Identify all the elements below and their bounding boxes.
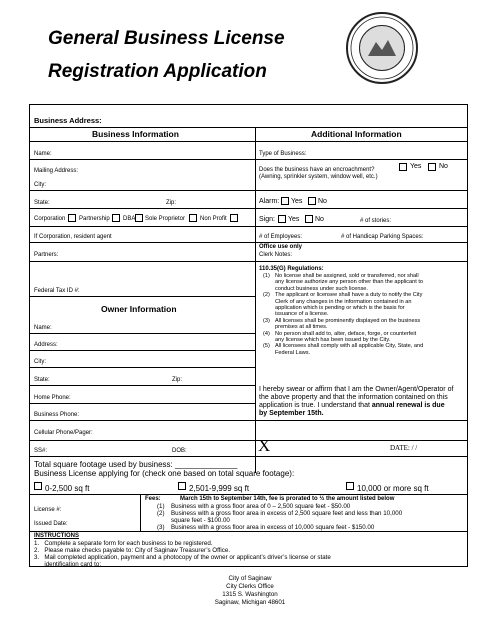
regulation-text: issuance of a license. [275, 311, 329, 318]
owner-info-header: Owner Information [101, 304, 177, 314]
sign-yes-label: Yes [288, 216, 300, 223]
owner-name-label: Name: [34, 325, 52, 331]
alarm-no-checkbox[interactable] [308, 197, 316, 205]
issued-date-label: Issued Date: [34, 521, 68, 527]
regulation-text: any license which has been issued by the City. [275, 337, 391, 344]
corporation-checkbox[interactable] [68, 214, 76, 222]
address-line: City Clerks Office [226, 583, 274, 590]
state-label: State: [34, 200, 50, 206]
zip-label: Zip: [166, 200, 177, 206]
regulation-text: any license authorize any person other than the applicant to [275, 279, 424, 286]
regulation-item [263, 331, 463, 344]
sign-no-checkbox[interactable] [305, 215, 313, 223]
option-small-checkbox[interactable] [34, 482, 42, 490]
square-footage-line: Total square footage used by business: ______________ [34, 460, 238, 469]
business-info-header: Business Information [92, 129, 179, 139]
corporation-label: Corporation [34, 216, 66, 222]
cellular-phone-label: Cellular Phone/Pager: [34, 430, 93, 436]
owner-city-label: City: [34, 359, 46, 365]
dob-label: DOB: [172, 448, 187, 454]
regulation-number: (1) [263, 273, 270, 279]
regulations-title: 110.35(G) Regulations: [259, 266, 324, 272]
sole-proprietor-checkbox[interactable] [189, 214, 197, 222]
owner-zip-label: Zip: [172, 377, 183, 383]
alarm-yes-checkbox[interactable] [281, 197, 289, 205]
sign-no-label: No [315, 216, 324, 223]
regulation-item [263, 343, 463, 356]
regulation-item [263, 318, 463, 331]
affirm-line3: application is true. I understand that annual renewal is due [259, 402, 445, 409]
regulation-text: The applicant or licensee shall have a duty to notify the City [275, 292, 423, 299]
type-of-business-label: Type of Business: [259, 151, 307, 157]
regulation-text: All licenses shall be prominently displayed on the business [275, 317, 421, 324]
regulation-text: Federal Laws. [275, 349, 311, 356]
address-line: City of Saginaw [228, 575, 272, 582]
name-label: Name: [34, 151, 52, 157]
ss-label: SS#: [34, 448, 48, 454]
fee-item: square feet - $100.00 [171, 517, 230, 524]
form-frame [29, 104, 468, 606]
form-title-line1: General Business License [48, 28, 285, 49]
license-applying-line: Business License applying for (check one based on total square footage): [34, 469, 295, 478]
affirm-line2: the above property and that the information contained on this [259, 394, 448, 401]
regulation-text: Clerk of any changes in the information contained in an [275, 298, 412, 305]
option-large-checkbox[interactable] [346, 482, 354, 490]
signature-x-mark: X [258, 436, 271, 455]
dba-label: DBA [123, 216, 136, 222]
instruction-line: 2. Please make checks payable to: City of Saginaw Treasurer’s Office. [34, 547, 231, 554]
regulation-text: premises at all times. [275, 324, 328, 331]
encroachment-no-label: No [439, 163, 448, 170]
city-seal-logo [346, 12, 418, 84]
regulation-number: (5) [263, 343, 270, 350]
encroachment-yes-checkbox[interactable] [399, 163, 407, 171]
option-medium-checkbox[interactable] [178, 482, 186, 490]
home-phone-label: Home Phone: [34, 395, 71, 401]
encroachment-no-checkbox[interactable] [428, 163, 436, 171]
affirm-line1: I hereby swear or affirm that I am the Owner/Agent/Operator of [259, 386, 454, 393]
option-small-label: 0-2,500 sq ft [45, 484, 90, 493]
partners-label: Partners: [34, 252, 59, 258]
stories-label: # of stories: [360, 218, 392, 224]
sign-yes-checkbox[interactable] [278, 215, 286, 223]
clerk-notes-label: Clerk Notes: [259, 252, 293, 258]
city-label: City: [34, 182, 46, 188]
instruction-line: 3. Mail completed application, payment and a photocopy of the owner or applicant’s driver’s license or state [34, 554, 331, 561]
fee-item: (3) Business with a gross floor area in excess of 10,000 square feet - $150.00 [157, 524, 375, 531]
mailing-address-label: Mailing Address: [34, 168, 79, 174]
regulation-number: (3) [263, 317, 270, 324]
owner-state-label: State: [34, 377, 50, 383]
address-line: 1315 S. Washington [222, 591, 278, 598]
alarm-label: Alarm: [259, 198, 280, 205]
handicap-parking-label: # of Handicap Parking Spaces: [341, 234, 424, 240]
regulations-list [263, 273, 463, 356]
fees-list [157, 503, 462, 531]
encroachment-question: Does the business have an encroachment? [259, 167, 375, 173]
encroachment-yes-label: Yes [410, 163, 422, 170]
form-title-line2: Registration Application [48, 61, 267, 82]
partnership-label: Partnership [79, 216, 110, 222]
federal-tax-id-label: Federal Tax ID #: [34, 288, 80, 294]
non-profit-label: Non Profit [200, 216, 227, 222]
regulation-text: No license shall be assigned, sold or transferred, nor shall [275, 273, 419, 279]
regulation-text: All licensees shall comply with all applicable City, State, and [275, 343, 424, 350]
instruction-line: identification card to: [34, 561, 102, 568]
alarm-no-label: No [318, 198, 327, 205]
employees-label: # of Employees: [259, 234, 303, 240]
owner-address-label: Address: [34, 342, 58, 348]
regulation-number: (2) [263, 292, 270, 299]
non-profit-checkbox[interactable] [230, 214, 238, 222]
regulation-number: (4) [263, 330, 270, 337]
alarm-yes-label: Yes [291, 198, 303, 205]
date-field: DATE: / / [390, 444, 418, 452]
dba-checkbox[interactable] [135, 214, 143, 222]
encroachment-example: (Awning, sprinkler system, window well, etc.) [259, 174, 378, 180]
affirm-line4: by September 15th. [259, 410, 324, 417]
regulation-item [263, 273, 463, 292]
sole-proprietor-label: Sole Proprietor [145, 216, 186, 222]
office-use-label: Office use only [259, 244, 303, 250]
business-phone-label: Business Phone: [34, 412, 80, 418]
additional-info-header: Additional Information [311, 129, 402, 139]
option-large-label: 10,000 or more sq ft [357, 484, 429, 493]
fees-label: Fees: [145, 496, 161, 502]
fees-prorate-note: March 15th to September 14th, fee is prorated to ½ the amount listed below [180, 496, 395, 502]
business-address-label: Business Address: [34, 116, 102, 125]
regulation-text: No person shall add to, alter, deface, forge, or counterfeit [275, 330, 417, 337]
resident-agent-label: If Corporation, resident agent [34, 234, 112, 240]
license-number-label: License #: [34, 507, 62, 513]
regulation-text: application which is pending or which is the basis for [275, 305, 405, 312]
address-line: Saginaw, Michigan 48601 [214, 599, 286, 606]
partnership-checkbox[interactable] [112, 214, 120, 222]
instruction-line: 1. Complete a separate form for each business to be registered. [34, 540, 213, 547]
instructions-title: INSTRUCTIONS [34, 533, 79, 539]
mailing-address-block [170, 575, 330, 607]
regulation-text: conduct business under such license. [275, 285, 368, 292]
option-medium-label: 2,501-9,999 sq ft [189, 484, 250, 493]
fee-item: (2) Business with a gross floor area in excess of 2,500 square feet and less than 10,000 [157, 510, 403, 517]
fee-item: (1) Business with a gross floor area of 0 – 2,500 square feet - $50.00 [157, 503, 351, 510]
sign-label: Sign: [259, 216, 275, 223]
regulation-item [263, 292, 463, 318]
instructions-list [34, 540, 464, 568]
